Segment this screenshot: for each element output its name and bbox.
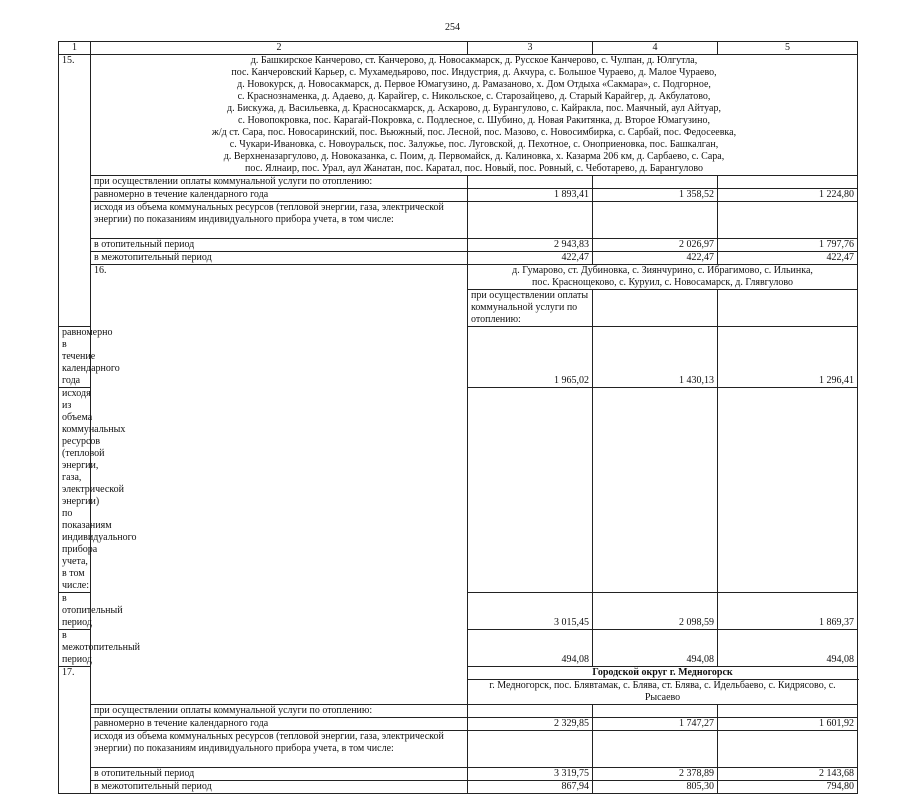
row-label: исходя из объема коммунальных ресурсов (тепловой энергии, газа, электрической энергии) по показаниям индивидуального прибора учета, в том числе: bbox=[91, 202, 468, 239]
value-cell bbox=[718, 388, 858, 593]
value-cell bbox=[593, 176, 718, 189]
row-label: исходя из объема коммунальных ресурсов (тепловой энергии, газа, электрической энергии) по показаниям индивидуального прибора учета, в том числе: bbox=[91, 731, 468, 768]
value-cell bbox=[593, 705, 718, 718]
value-cell: 2 143,68 bbox=[718, 768, 858, 781]
row-label: в отопительный период bbox=[91, 239, 468, 252]
section-locations-row bbox=[59, 265, 858, 290]
value-cell: 422,47 bbox=[593, 252, 718, 265]
section-locations bbox=[91, 55, 858, 176]
value-cell: 422,47 bbox=[468, 252, 593, 265]
section-title: Городской округ г. Медногорск bbox=[468, 667, 858, 680]
row-label: равномерно в течение календарного года bbox=[91, 189, 468, 202]
location-line: г. Медногорск, пос. Блявтамак, с. Блява, ст. Блява, с. Идельбаево, с. Кидрясово, с. Рысаево bbox=[489, 680, 836, 703]
value-cell: 1 430,13 bbox=[593, 327, 718, 388]
location-line: д. Гумарово, ст. Дубиновка, с. Зиянчурино, с. Ибрагимово, с. Ильинка, bbox=[512, 265, 813, 276]
value-cell: 2 026,97 bbox=[593, 239, 718, 252]
row-meter bbox=[59, 731, 858, 768]
value-cell: 494,08 bbox=[468, 630, 593, 667]
row-uniform bbox=[59, 718, 858, 731]
value-cell: 1 358,52 bbox=[593, 189, 718, 202]
header-col-5: 5 bbox=[718, 42, 858, 55]
row-label: в межотопительный период bbox=[59, 630, 91, 667]
value-cell bbox=[593, 388, 718, 593]
value-cell: 2 378,89 bbox=[593, 768, 718, 781]
row-label: в межотопительный период bbox=[91, 781, 468, 794]
row-label: в межотопительный период bbox=[91, 252, 468, 265]
page-number: 254 bbox=[445, 22, 460, 33]
value-cell bbox=[718, 202, 858, 239]
value-cell bbox=[718, 705, 858, 718]
row-interheating bbox=[59, 252, 858, 265]
row-intro bbox=[59, 176, 858, 189]
location-line: пос. Краснощеково, с. Куруил, с. Новосамарск, д. Глявгулово bbox=[532, 277, 793, 288]
location-line: д. Новокурск, д. Новосакмарск, д. Первое Юмагузино, д. Рамазаново, х. Дом Отдыха «Сакмара», с. Подгорное, bbox=[237, 79, 711, 90]
value-cell: 794,80 bbox=[718, 781, 858, 794]
section-locations-row bbox=[59, 55, 858, 176]
section-locations bbox=[468, 680, 858, 705]
value-cell bbox=[468, 202, 593, 239]
value-cell bbox=[468, 388, 593, 593]
value-cell bbox=[718, 176, 858, 189]
header-col-3: 3 bbox=[468, 42, 593, 55]
row-label: при осуществлении оплаты коммунальной услуги по отоплению: bbox=[91, 705, 468, 718]
section-number: 16. bbox=[91, 265, 468, 705]
location-line: ж/д ст. Сара, пос. Новосаринский, пос. Вьюжный, пос. Лесной, пос. Мазово, с. Новосимбирка, с. Сарбай, пос. Федосеевка, bbox=[211, 127, 737, 138]
location-line: д. Башкирское Канчерово, ст. Канчерово, д. Новосакмарск, д. Русское Канчерово, с. Чулпан, д. Юлгутла, bbox=[250, 55, 698, 66]
value-cell: 2 098,59 bbox=[593, 593, 718, 630]
location-line: с. Новопокровка, пос. Карагай-Покровка, с. Подлесное, с. Шубино, д. Новая Ракитянка, д. Второе Юмагузино, bbox=[238, 115, 710, 126]
section-number: 17. bbox=[59, 667, 91, 794]
value-cell bbox=[593, 731, 718, 768]
value-cell: 3 015,45 bbox=[468, 593, 593, 630]
value-cell: 494,08 bbox=[718, 630, 858, 667]
row-label: при осуществлении оплаты коммунальной услуги по отоплению: bbox=[468, 290, 593, 327]
value-cell: 1 747,27 bbox=[593, 718, 718, 731]
row-intro bbox=[59, 705, 858, 718]
row-label: в отопительный период bbox=[91, 768, 468, 781]
tariff-table-body bbox=[59, 42, 858, 794]
value-cell: 805,30 bbox=[593, 781, 718, 794]
value-cell: 422,47 bbox=[718, 252, 858, 265]
row-label: равномерно в течение календарного года bbox=[91, 718, 468, 731]
value-cell: 3 319,75 bbox=[468, 768, 593, 781]
row-label: при осуществлении оплаты коммунальной услуги по отоплению: bbox=[91, 176, 468, 189]
value-cell: 1 869,37 bbox=[718, 593, 858, 630]
location-line: пос. Ялнаир, пос. Урал, аул Жанатан, пос. Каратал, пос. Новый, пос. Ровный, с. Чеботарево, д. Барангулово bbox=[244, 163, 703, 174]
row-label: в отопительный период bbox=[59, 593, 91, 630]
header-col-1: 1 bbox=[59, 42, 91, 55]
row-heating bbox=[59, 239, 858, 252]
row-meter bbox=[59, 202, 858, 239]
value-cell bbox=[468, 176, 593, 189]
value-cell bbox=[593, 202, 718, 239]
row-label: исходя из объема коммунальных ресурсов (тепловой энергии, газа, электрической энергии) по показаниям индивидуального прибора учета, в том числе: bbox=[59, 388, 91, 593]
value-cell bbox=[468, 705, 593, 718]
value-cell: 1 893,41 bbox=[468, 189, 593, 202]
location-line: д. Верхненазаргулово, д. Новоказанка, с. Поим, д. Первомайск, д. Калиновка, х. Казарма 206 км, д. Сарбаево, с. Сара, bbox=[223, 151, 725, 162]
location-line: пос. Канчеровский Карьер, с. Мухамедьярово, пос. Индустрия, д. Акчура, с. Большое Чураево, д. Малое Чураево, bbox=[231, 67, 717, 78]
section-number: 15. bbox=[59, 55, 91, 327]
section-locations bbox=[468, 265, 858, 290]
value-cell bbox=[468, 731, 593, 768]
value-cell: 1 296,41 bbox=[718, 327, 858, 388]
value-cell bbox=[718, 290, 858, 327]
value-cell: 494,08 bbox=[593, 630, 718, 667]
value-cell bbox=[593, 290, 718, 327]
value-cell bbox=[718, 731, 858, 768]
value-cell: 1 224,80 bbox=[718, 189, 858, 202]
row-interheating bbox=[59, 781, 858, 794]
location-line: с. Краснознаменка, д. Адаево, д. Карайгер, с. Никольское, с. Старозайцево, д. Старый Карайгер, д. Акбулатово, bbox=[237, 91, 711, 102]
location-line: д. Бискужа, д. Васильевка, д. Красносакмарск, д. Аскарово, д. Бурангулово, с. Кайракла, пос. Маячный, аул Айтуар, bbox=[227, 103, 721, 114]
value-cell: 1 601,92 bbox=[718, 718, 858, 731]
value-cell: 1 965,02 bbox=[468, 327, 593, 388]
tariff-table bbox=[58, 41, 858, 794]
row-label: равномерно в течение календарного года bbox=[59, 327, 91, 388]
header-col-4: 4 bbox=[593, 42, 718, 55]
row-uniform bbox=[59, 189, 858, 202]
header-col-2: 2 bbox=[91, 42, 468, 55]
header-row bbox=[59, 42, 858, 55]
row-heating bbox=[59, 768, 858, 781]
value-cell: 2 329,85 bbox=[468, 718, 593, 731]
value-cell: 1 797,76 bbox=[718, 239, 858, 252]
value-cell: 2 943,83 bbox=[468, 239, 593, 252]
location-line: с. Чукари-Ивановка, с. Новоуральск, пос. Залужье, пос. Луговской, д. Пехотное, с. Оноприеновка, пос. Башкалган, bbox=[229, 139, 719, 150]
value-cell: 867,94 bbox=[468, 781, 593, 794]
